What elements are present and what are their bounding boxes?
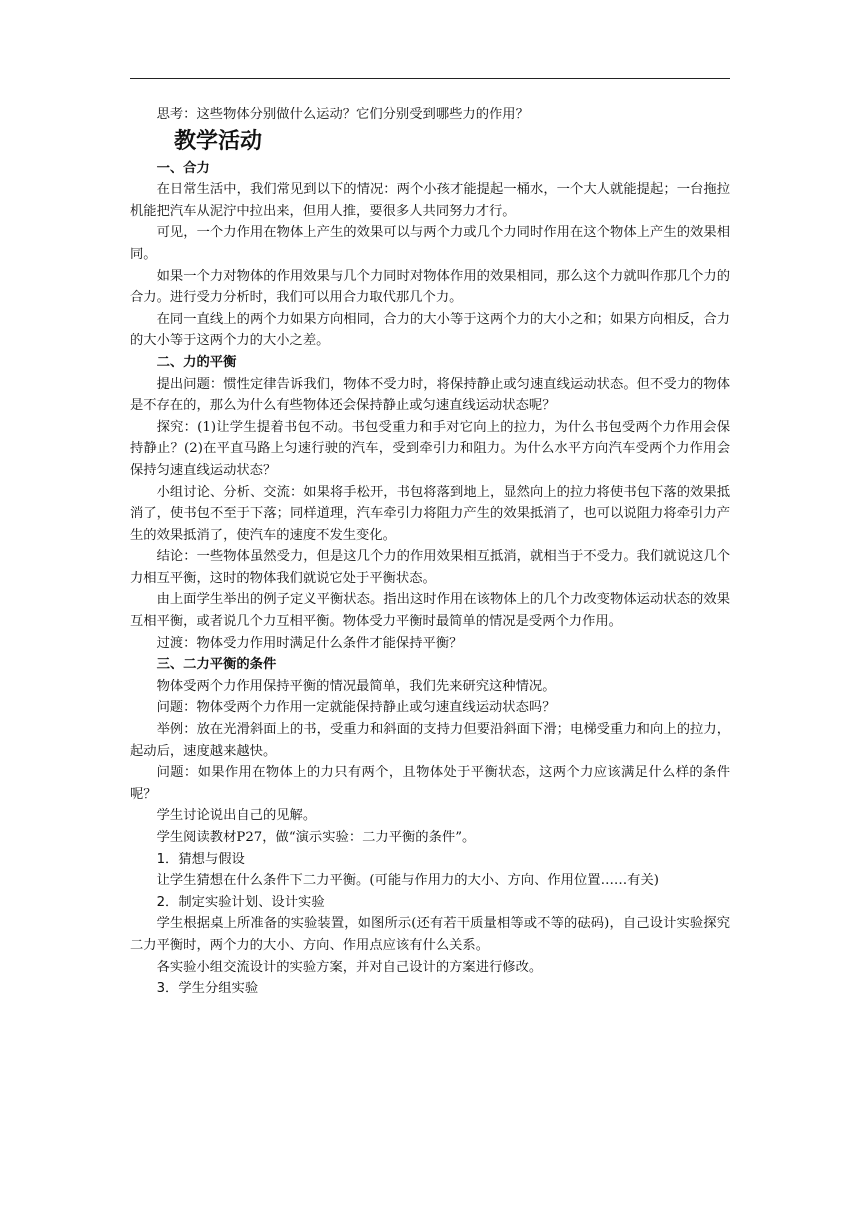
paragraph: 让学生猜想在什么条件下二力平衡。(可能与作用力的大小、方向、作用位置……有关) (156, 873, 659, 889)
paragraph: 在日常生活中，我们常见到以下的情况：两个小孩才能提起一桶水，一个大人就能提起；一台拖拉机能把汽车从泥泞中拉出来，但用人推，要很多人共同努力才行。 (130, 182, 730, 219)
header-rule (130, 78, 730, 79)
paragraph: 学生讨论说出自己的见解。 (156, 808, 317, 824)
step-heading-hypothesis: 1．猜想与假设 (156, 851, 245, 867)
paragraph: 学生根据桌上所准备的实验装置，如图所示(还有若干质量相等或不等的砝码)，自己设计实验探究二力平衡时，两个力的大小、方向、作用点应该有什么关系。 (130, 916, 730, 953)
paragraph: 结论：一些物体虽然受力，但是这几个力的作用效果相互抵消，就相当于不受力。我们就说这几个力相互平衡，这时的物体我们就说它处于平衡状态。 (130, 549, 730, 586)
paragraph: 小组讨论、分析、交流：如果将手松开，书包将落到地上，显然向上的拉力将使书包下落的效果抵消了，使书包不至于下落；同样道理，汽车牵引力将阻力产生的效果抵消了，也可以说阻力将牵引力产生的效果抵消了，使汽车的速度不发生变化。 (130, 484, 730, 543)
intro-paragraph: 思考：这些物体分别做什么运动？它们分别受到哪些力的作用？ (156, 107, 529, 122)
paragraph: 由上面学生举出的例子定义平衡状态。指出这时作用在该物体上的几个力改变物体运动状态的效果互相平衡，或者说几个力互相平衡。物体受力平衡时最简单的情况是受两个力作用。 (130, 592, 730, 630)
paragraph: 举例：放在光滑斜面上的书，受重力和斜面的支持力但要沿斜面下滑；电梯受重力和向上的拉力，起动后，速度越来越快。 (130, 722, 730, 759)
paragraph: 问题：如果作用在物体上的力只有两个，且物体处于平衡状态，这两个力应该满足什么样的条件呢？ (130, 765, 730, 802)
paragraph: 学生阅读教材P27，做“演示实验：二力平衡的条件”。 (156, 830, 476, 845)
paragraph: 问题：物体受两个力作用一定就能保持静止或匀速直线运动状态吗？ (156, 700, 556, 716)
paragraph: 物体受两个力作用保持平衡的情况最简单，我们先来研究这种情况。 (156, 678, 556, 694)
step-heading-group-experiment: 3．学生分组实验 (156, 981, 259, 997)
paragraph: 在同一直线上的两个力如果方向相同，合力的大小等于这两个力的大小之和；如果方向相反，合力的大小等于这两个力的大小之差。 (130, 311, 730, 349)
paragraph: 如果一个力对物体的作用效果与几个力同时对物体作用的效果相同，那么这个力就叫作那几个力的合力。进行受力分析时，我们可以用合力取代那几个力。 (130, 268, 730, 306)
heading-force-balance: 二、力的平衡 (156, 354, 237, 370)
section-title: 教学活动 (174, 128, 263, 154)
paragraph: 各实验小组交流设计的实验方案，并对自己设计的方案进行修改。 (156, 959, 543, 975)
document-body (130, 104, 730, 1000)
paragraph: 提出问题：惯性定律告诉我们，物体不受力时，将保持静止或匀速直线运动状态。但不受力的物体是不存在的，那么为什么有些物体还会保持静止或匀速直线运动状态呢？ (130, 376, 730, 414)
paragraph: 可见，一个力作用在物体上产生的效果可以与两个力或几个力同时作用在这个物体上产生的效果相同。 (130, 225, 730, 262)
paragraph: 过渡：物体受力作用时满足什么条件才能保持平衡？ (156, 635, 463, 651)
paragraph: 探究：(1)让学生提着书包不动。书包受重力和手对它向上的拉力，为什么书包受两个力作用会保持静止？(2)在平直马路上匀速行驶的汽车，受到牵引力和阻力。为什么水平方向汽车受两个力作用会保持匀速直线运动状态？ (130, 419, 730, 478)
heading-two-force-balance-conditions: 三、二力平衡的条件 (156, 657, 277, 673)
heading-resultant-force: 一、合力 (156, 160, 210, 176)
step-heading-plan: 2．制定实验计划、设计实验 (156, 894, 325, 910)
